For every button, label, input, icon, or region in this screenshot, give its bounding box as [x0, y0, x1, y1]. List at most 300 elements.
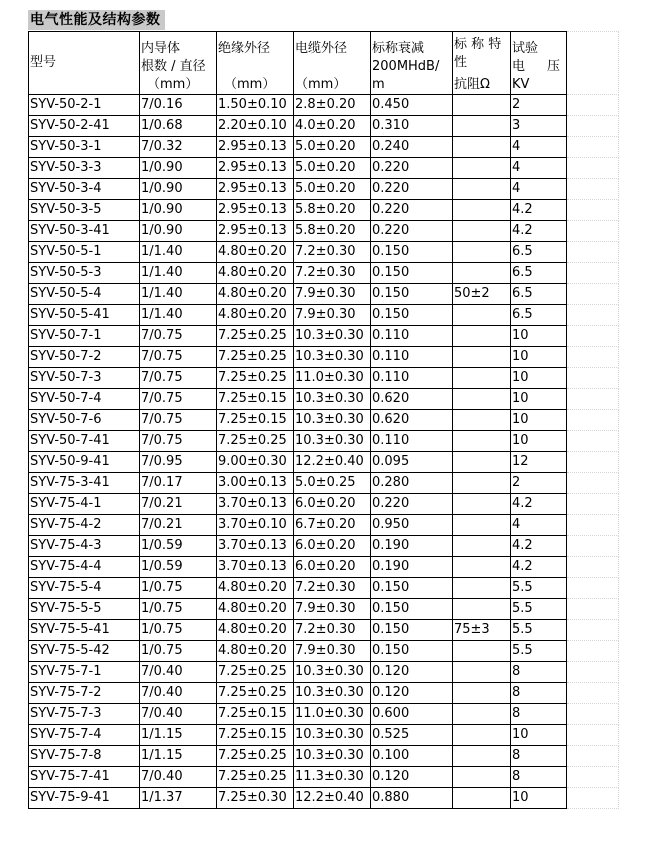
cell-impedance — [453, 221, 511, 242]
header-characteristic-label: 标 称 特 — [454, 37, 502, 52]
empty-column-cell — [567, 452, 619, 473]
cell-impedance — [453, 389, 511, 410]
header-test-line2a: 电 — [512, 59, 526, 74]
cell-cable: 7.9±0.30 — [294, 284, 371, 305]
cell-insulation: 7.25±0.15 — [217, 389, 294, 410]
table-row — [29, 746, 619, 767]
cell-conductor: 1/0.90 — [140, 158, 217, 179]
header-conductor — [140, 32, 217, 95]
cell-model: SYV-75-7-3 — [29, 704, 140, 725]
cell-conductor: 7/0.16 — [140, 95, 217, 116]
header-conductor-label: 内导体 — [141, 41, 181, 56]
cell-attenuation: 0.310 — [371, 116, 453, 137]
cell-impedance — [453, 725, 511, 746]
empty-column-cell — [567, 221, 619, 242]
table-row — [29, 221, 619, 242]
cell-conductor: 1/1.37 — [140, 788, 217, 809]
cell-voltage: 4.2 — [511, 221, 567, 242]
cell-cable: 7.2±0.30 — [294, 242, 371, 263]
cell-conductor: 1/0.59 — [140, 536, 217, 557]
cell-insulation: 4.80±0.20 — [217, 263, 294, 284]
cell-conductor: 1/1.40 — [140, 284, 217, 305]
table-row — [29, 620, 619, 641]
table-row — [29, 557, 619, 578]
header-attenuation — [371, 32, 453, 95]
table-row — [29, 263, 619, 284]
cell-cable: 7.9±0.30 — [294, 641, 371, 662]
table-row — [29, 494, 619, 515]
cell-model: SYV-50-7-2 — [29, 347, 140, 368]
cell-attenuation: 0.150 — [371, 578, 453, 599]
table-row — [29, 242, 619, 263]
cell-insulation: 4.80±0.20 — [217, 305, 294, 326]
empty-column-cell — [567, 347, 619, 368]
header-insulation — [217, 32, 294, 95]
cell-conductor: 7/0.75 — [140, 389, 217, 410]
cell-voltage: 5.5 — [511, 578, 567, 599]
table-row — [29, 599, 619, 620]
cell-attenuation: 0.110 — [371, 368, 453, 389]
cell-voltage: 8 — [511, 704, 567, 725]
empty-column-cell — [567, 137, 619, 158]
cell-insulation: 3.70±0.13 — [217, 536, 294, 557]
cell-impedance — [453, 536, 511, 557]
header-row — [29, 32, 619, 95]
cell-cable: 5.0±0.20 — [294, 137, 371, 158]
cell-attenuation: 0.150 — [371, 620, 453, 641]
cell-cable: 7.2±0.30 — [294, 263, 371, 284]
cell-conductor: 7/0.32 — [140, 137, 217, 158]
table-row — [29, 704, 619, 725]
cell-insulation: 7.25±0.25 — [217, 431, 294, 452]
cell-insulation: 7.25±0.25 — [217, 326, 294, 347]
cell-model: SYV-50-2-1 — [29, 95, 140, 116]
cell-insulation: 7.25±0.25 — [217, 368, 294, 389]
cell-voltage: 8 — [511, 746, 567, 767]
cell-voltage: 8 — [511, 767, 567, 788]
cell-cable: 10.3±0.30 — [294, 326, 371, 347]
cell-cable: 7.2±0.30 — [294, 578, 371, 599]
empty-column-cell — [567, 179, 619, 200]
cell-attenuation: 0.280 — [371, 473, 453, 494]
cell-insulation: 3.70±0.13 — [217, 557, 294, 578]
cell-insulation: 7.25±0.25 — [217, 347, 294, 368]
cell-impedance — [453, 410, 511, 431]
cell-voltage: 4 — [511, 137, 567, 158]
cell-cable: 6.7±0.20 — [294, 515, 371, 536]
cell-attenuation: 0.525 — [371, 725, 453, 746]
cell-model: SYV-75-4-1 — [29, 494, 140, 515]
cell-impedance — [453, 767, 511, 788]
cell-conductor: 1/1.40 — [140, 305, 217, 326]
empty-column-cell — [567, 536, 619, 557]
empty-column-cell — [567, 578, 619, 599]
empty-column-cell — [567, 683, 619, 704]
cell-insulation: 2.20±0.10 — [217, 116, 294, 137]
cell-cable: 10.3±0.30 — [294, 683, 371, 704]
cell-insulation: 7.25±0.25 — [217, 746, 294, 767]
cell-conductor: 1/0.75 — [140, 620, 217, 641]
cell-insulation: 4.80±0.20 — [217, 242, 294, 263]
cell-model: SYV-75-7-2 — [29, 683, 140, 704]
table-row — [29, 389, 619, 410]
cell-model: SYV-50-3-4 — [29, 179, 140, 200]
cell-conductor: 7/0.75 — [140, 368, 217, 389]
cell-attenuation: 0.110 — [371, 326, 453, 347]
cell-model: SYV-75-5-5 — [29, 599, 140, 620]
cell-attenuation: 0.120 — [371, 683, 453, 704]
cell-model: SYV-75-7-8 — [29, 746, 140, 767]
cell-attenuation: 0.880 — [371, 788, 453, 809]
cell-conductor: 1/1.15 — [140, 725, 217, 746]
cell-model: SYV-75-5-41 — [29, 620, 140, 641]
cell-conductor: 7/0.40 — [140, 767, 217, 788]
cell-cable: 7.9±0.30 — [294, 599, 371, 620]
empty-column-cell — [567, 326, 619, 347]
empty-column-cell — [567, 620, 619, 641]
empty-column-cell — [567, 515, 619, 536]
cell-attenuation: 0.620 — [371, 389, 453, 410]
table-row — [29, 410, 619, 431]
cell-model: SYV-75-7-41 — [29, 767, 140, 788]
cell-conductor: 7/0.75 — [140, 410, 217, 431]
cell-model: SYV-50-7-1 — [29, 326, 140, 347]
empty-column-cell — [567, 158, 619, 179]
cell-model: SYV-50-7-4 — [29, 389, 140, 410]
empty-column-cell — [567, 242, 619, 263]
table-row — [29, 326, 619, 347]
empty-column-cell — [567, 641, 619, 662]
header-insulation-label: 绝缘外径 — [218, 41, 271, 56]
spec-table — [28, 31, 619, 809]
header-test-line3: KV — [512, 77, 530, 92]
cell-insulation: 1.50±0.10 — [217, 95, 294, 116]
cell-cable: 7.2±0.30 — [294, 620, 371, 641]
cell-attenuation: 0.220 — [371, 200, 453, 221]
cell-conductor: 1/0.75 — [140, 599, 217, 620]
cell-voltage: 5.5 — [511, 620, 567, 641]
cell-cable: 5.0±0.25 — [294, 473, 371, 494]
cell-cable: 10.3±0.30 — [294, 431, 371, 452]
cell-voltage: 5.5 — [511, 641, 567, 662]
cell-voltage: 6.5 — [511, 263, 567, 284]
cell-impedance — [453, 515, 511, 536]
cell-cable: 6.0±0.20 — [294, 557, 371, 578]
cell-impedance — [453, 158, 511, 179]
cell-model: SYV-50-5-41 — [29, 305, 140, 326]
cell-model: SYV-75-4-4 — [29, 557, 140, 578]
cell-attenuation: 0.120 — [371, 767, 453, 788]
table-row — [29, 284, 619, 305]
cell-voltage: 6.5 — [511, 242, 567, 263]
cell-conductor: 7/0.75 — [140, 326, 217, 347]
header-test — [511, 32, 567, 95]
cell-model: SYV-75-3-41 — [29, 473, 140, 494]
cell-cable: 10.3±0.30 — [294, 347, 371, 368]
cell-insulation: 7.25±0.25 — [217, 767, 294, 788]
header-attenuation-line2: 200MHdB/ — [372, 59, 440, 74]
cell-conductor: 7/0.21 — [140, 515, 217, 536]
cell-conductor: 1/1.40 — [140, 263, 217, 284]
cell-insulation: 3.00±0.13 — [217, 473, 294, 494]
cell-attenuation: 0.220 — [371, 158, 453, 179]
cell-attenuation: 0.220 — [371, 221, 453, 242]
cell-model: SYV-50-3-3 — [29, 158, 140, 179]
cell-voltage: 10 — [511, 431, 567, 452]
table-row — [29, 305, 619, 326]
cell-impedance — [453, 263, 511, 284]
header-attenuation-label: 标称衰减 — [372, 41, 425, 56]
cell-model: SYV-75-5-4 — [29, 578, 140, 599]
cell-attenuation: 0.450 — [371, 95, 453, 116]
table-row — [29, 116, 619, 137]
table-row — [29, 641, 619, 662]
cell-insulation: 4.80±0.20 — [217, 284, 294, 305]
cell-impedance — [453, 305, 511, 326]
cell-impedance — [453, 326, 511, 347]
cell-voltage: 10 — [511, 326, 567, 347]
cell-insulation: 2.95±0.13 — [217, 221, 294, 242]
table-row — [29, 662, 619, 683]
empty-column-cell — [567, 410, 619, 431]
empty-column-cell — [567, 473, 619, 494]
empty-column-cell — [567, 200, 619, 221]
cell-insulation: 4.80±0.20 — [217, 641, 294, 662]
cell-impedance: 50±2 — [453, 284, 511, 305]
table-row — [29, 767, 619, 788]
cell-conductor: 7/0.40 — [140, 683, 217, 704]
cell-voltage: 6.5 — [511, 305, 567, 326]
header-test-line2 — [512, 58, 566, 76]
cell-voltage: 3 — [511, 116, 567, 137]
cell-insulation: 2.95±0.13 — [217, 200, 294, 221]
cell-attenuation: 0.150 — [371, 242, 453, 263]
cell-voltage: 12 — [511, 452, 567, 473]
cell-voltage: 8 — [511, 683, 567, 704]
cell-attenuation: 0.600 — [371, 704, 453, 725]
cell-cable: 7.9±0.30 — [294, 305, 371, 326]
cell-model: SYV-50-7-3 — [29, 368, 140, 389]
empty-column-cell — [567, 305, 619, 326]
header-cable — [294, 32, 371, 95]
cell-impedance — [453, 788, 511, 809]
page-title: 电气性能及结构参数 — [28, 10, 165, 30]
cell-insulation: 2.95±0.13 — [217, 158, 294, 179]
empty-column-cell — [567, 788, 619, 809]
table-row — [29, 200, 619, 221]
cell-cable: 10.3±0.30 — [294, 725, 371, 746]
cell-cable: 10.3±0.30 — [294, 662, 371, 683]
cell-voltage: 8 — [511, 662, 567, 683]
header-cable-unit: （mm） — [295, 77, 347, 92]
table-row — [29, 578, 619, 599]
cell-impedance — [453, 242, 511, 263]
cell-attenuation: 0.110 — [371, 347, 453, 368]
cell-conductor: 7/0.75 — [140, 347, 217, 368]
cell-voltage: 2 — [511, 473, 567, 494]
cell-impedance — [453, 599, 511, 620]
header-attenuation-line3: m — [372, 77, 385, 92]
cell-impedance — [453, 116, 511, 137]
table-row — [29, 515, 619, 536]
cell-conductor: 1/0.75 — [140, 578, 217, 599]
cell-voltage: 4.2 — [511, 536, 567, 557]
empty-column-cell — [567, 767, 619, 788]
cell-cable: 4.0±0.20 — [294, 116, 371, 137]
cell-conductor: 1/1.40 — [140, 242, 217, 263]
table-row — [29, 683, 619, 704]
title-bar — [28, 9, 165, 29]
cell-cable: 12.2±0.40 — [294, 452, 371, 473]
cell-impedance — [453, 683, 511, 704]
cell-cable: 6.0±0.20 — [294, 536, 371, 557]
cell-impedance — [453, 452, 511, 473]
cell-insulation: 3.70±0.13 — [217, 494, 294, 515]
cell-conductor: 7/0.21 — [140, 494, 217, 515]
cell-attenuation: 0.950 — [371, 515, 453, 536]
cell-model: SYV-50-9-41 — [29, 452, 140, 473]
table-row — [29, 452, 619, 473]
cell-voltage: 4 — [511, 515, 567, 536]
cell-model: SYV-75-7-1 — [29, 662, 140, 683]
cell-voltage: 10 — [511, 725, 567, 746]
cell-cable: 11.0±0.30 — [294, 368, 371, 389]
empty-column-cell — [567, 431, 619, 452]
cell-attenuation: 0.190 — [371, 536, 453, 557]
cell-model: SYV-50-3-41 — [29, 221, 140, 242]
table-row — [29, 158, 619, 179]
cell-impedance — [453, 641, 511, 662]
cell-insulation: 7.25±0.15 — [217, 725, 294, 746]
cell-attenuation: 0.220 — [371, 494, 453, 515]
table-row — [29, 473, 619, 494]
cell-impedance — [453, 746, 511, 767]
cell-impedance — [453, 473, 511, 494]
cell-insulation: 7.25±0.15 — [217, 410, 294, 431]
cell-model: SYV-50-7-6 — [29, 410, 140, 431]
table-row — [29, 725, 619, 746]
cell-voltage: 6.5 — [511, 284, 567, 305]
cell-insulation: 4.80±0.20 — [217, 578, 294, 599]
empty-column-cell — [567, 368, 619, 389]
cell-cable: 10.3±0.30 — [294, 746, 371, 767]
cell-voltage: 10 — [511, 368, 567, 389]
cell-impedance — [453, 431, 511, 452]
cell-voltage: 10 — [511, 389, 567, 410]
cell-insulation: 7.25±0.25 — [217, 683, 294, 704]
header-characteristic — [453, 32, 511, 95]
cell-model: SYV-50-5-3 — [29, 263, 140, 284]
header-characteristic-line2: 性 — [454, 55, 468, 70]
cell-voltage: 10 — [511, 410, 567, 431]
empty-column-cell — [567, 95, 619, 116]
empty-column-cell — [567, 263, 619, 284]
cell-cable: 12.2±0.40 — [294, 788, 371, 809]
header-test-line2b: 压 — [546, 59, 560, 74]
cell-cable: 2.8±0.20 — [294, 95, 371, 116]
empty-column-cell — [567, 704, 619, 725]
empty-column-cell — [567, 116, 619, 137]
cell-cable: 11.0±0.30 — [294, 704, 371, 725]
cell-voltage: 2 — [511, 95, 567, 116]
cell-cable: 6.0±0.20 — [294, 494, 371, 515]
cell-insulation: 2.95±0.13 — [217, 179, 294, 200]
cell-conductor: 7/0.40 — [140, 662, 217, 683]
header-model — [29, 32, 140, 95]
empty-column-cell — [567, 725, 619, 746]
header-conductor-line2: 根数 / 直径 — [141, 59, 206, 74]
cell-model: SYV-50-5-4 — [29, 284, 140, 305]
cell-attenuation: 0.620 — [371, 410, 453, 431]
empty-column-cell — [567, 599, 619, 620]
empty-column-cell — [567, 557, 619, 578]
cell-insulation: 9.00±0.30 — [217, 452, 294, 473]
cell-impedance — [453, 95, 511, 116]
cell-voltage: 4.2 — [511, 557, 567, 578]
cell-cable: 10.3±0.30 — [294, 389, 371, 410]
cell-insulation: 2.95±0.13 — [217, 137, 294, 158]
cell-model: SYV-50-3-5 — [29, 200, 140, 221]
cell-voltage: 4 — [511, 158, 567, 179]
table-row — [29, 788, 619, 809]
cell-cable: 11.3±0.30 — [294, 767, 371, 788]
cell-conductor: 1/1.15 — [140, 746, 217, 767]
cell-voltage: 10 — [511, 788, 567, 809]
cell-conductor: 1/0.75 — [140, 641, 217, 662]
cell-voltage: 4.2 — [511, 494, 567, 515]
cell-conductor: 1/0.68 — [140, 116, 217, 137]
empty-column-cell — [567, 284, 619, 305]
cell-cable: 5.0±0.20 — [294, 179, 371, 200]
cell-impedance — [453, 200, 511, 221]
cell-model: SYV-50-3-1 — [29, 137, 140, 158]
cell-impedance — [453, 557, 511, 578]
header-test-label: 试验 — [512, 41, 539, 56]
cell-cable: 5.0±0.20 — [294, 158, 371, 179]
table-row — [29, 95, 619, 116]
cell-conductor: 1/0.90 — [140, 179, 217, 200]
cell-impedance — [453, 347, 511, 368]
cell-attenuation: 0.150 — [371, 599, 453, 620]
cell-model: SYV-75-4-2 — [29, 515, 140, 536]
cell-attenuation: 0.100 — [371, 746, 453, 767]
header-characteristic-line3: 抗阻Ω — [454, 77, 490, 92]
header-conductor-unit: （mm） — [147, 77, 199, 92]
cell-attenuation: 0.150 — [371, 641, 453, 662]
cell-cable: 10.3±0.30 — [294, 410, 371, 431]
table-row — [29, 179, 619, 200]
cell-conductor: 7/0.17 — [140, 473, 217, 494]
cell-insulation: 7.25±0.15 — [217, 704, 294, 725]
empty-column-cell — [567, 389, 619, 410]
cell-attenuation: 0.150 — [371, 305, 453, 326]
cell-conductor: 1/0.90 — [140, 200, 217, 221]
cell-insulation: 7.25±0.25 — [217, 662, 294, 683]
table-row — [29, 536, 619, 557]
header-insulation-unit: （mm） — [224, 77, 276, 92]
cell-impedance — [453, 368, 511, 389]
empty-column-cell — [567, 32, 619, 95]
table-row — [29, 431, 619, 452]
cell-attenuation: 0.150 — [371, 284, 453, 305]
cell-insulation: 7.25±0.30 — [217, 788, 294, 809]
cell-model: SYV-75-4-3 — [29, 536, 140, 557]
cell-voltage: 5.5 — [511, 599, 567, 620]
cell-impedance — [453, 704, 511, 725]
empty-column-cell — [567, 662, 619, 683]
cell-voltage: 4.2 — [511, 200, 567, 221]
cell-conductor: 1/0.59 — [140, 557, 217, 578]
